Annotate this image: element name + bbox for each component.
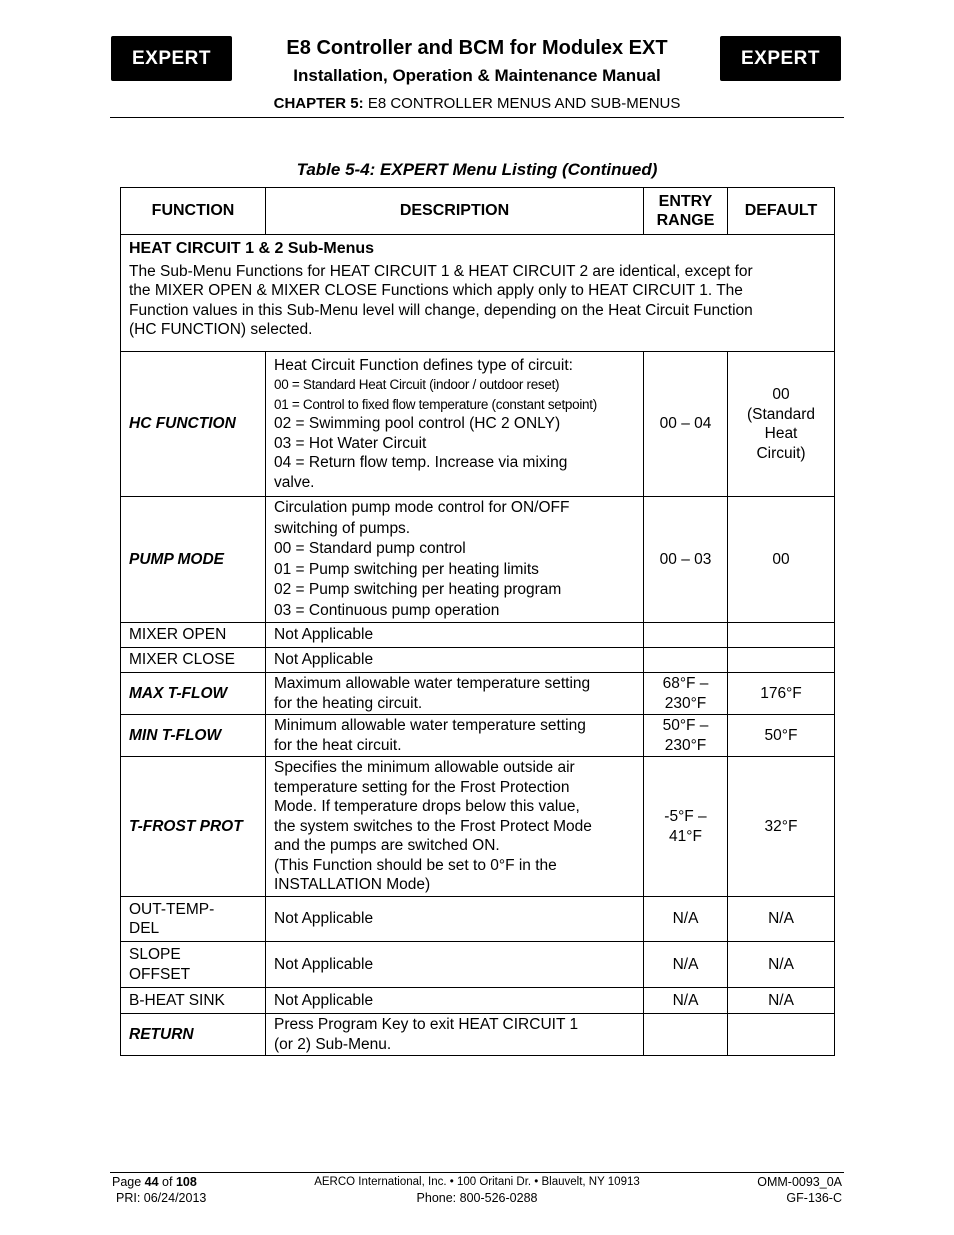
header-description: DESCRIPTION <box>266 188 644 235</box>
description-cell: Not Applicable <box>266 942 644 988</box>
default-cell: 00 (Standard Heat Circuit) <box>728 352 835 497</box>
table-row-slope-offset <box>121 942 835 988</box>
description-cell: Minimum allowable water temperature setting for the heat circuit. <box>266 715 644 757</box>
range-cell: -5°F – 41°F <box>644 757 728 897</box>
function-cell: PUMP MODE <box>121 497 266 623</box>
range-cell: N/A <box>644 942 728 988</box>
chapter-heading <box>0 95 954 112</box>
default-cell: 00 <box>728 497 835 623</box>
document-title: E8 Controller and BCM for Modulex EXT <box>286 37 668 59</box>
page-number: Page 44 of 108 <box>112 1175 197 1189</box>
table-row-return <box>121 1014 835 1056</box>
function-cell: RETURN <box>121 1014 266 1056</box>
chapter-label: CHAPTER 5: <box>273 95 364 112</box>
form-number: GF-136-C <box>786 1191 842 1205</box>
table-row-max-t-flow <box>121 673 835 715</box>
description-cell: Circulation pump mode control for ON/OFF switching of pumps. 00 = Standard pump control 01 = Pump switching per heating limits 02 = Pump switching per heating program 03 = Continuous pump operation <box>266 497 644 623</box>
pri-date: PRI: 06/24/2013 <box>116 1191 207 1205</box>
table-row-hc-function <box>121 352 835 497</box>
chapter-name: E8 CONTROLLER MENUS AND SUB-MENUS <box>367 95 681 112</box>
table-row-b-heat-sink <box>121 988 835 1014</box>
table-row-out-temp-del <box>121 897 835 942</box>
header-default: DEFAULT <box>728 188 835 235</box>
default-cell <box>728 623 835 648</box>
range-cell: N/A <box>644 897 728 942</box>
range-cell <box>644 1014 728 1056</box>
description-cell: Maximum allowable water temperature setting for the heating circuit. <box>266 673 644 715</box>
document-number: OMM-0093_0A <box>757 1175 842 1189</box>
header-function: FUNCTION <box>121 188 266 235</box>
default-cell <box>728 1014 835 1056</box>
range-cell: 00 – 03 <box>644 497 728 623</box>
description-cell: Press Program Key to exit HEAT CIRCUIT 1 (or 2) Sub-Menu. <box>266 1014 644 1056</box>
section-cell <box>121 235 835 352</box>
header-entry-range: ENTRY RANGE <box>644 188 728 235</box>
default-cell: 32°F <box>728 757 835 897</box>
range-cell <box>644 623 728 648</box>
function-cell: MIXER CLOSE <box>121 648 266 673</box>
company-phone: Phone: 800-526-0288 <box>416 1191 538 1205</box>
expert-badge-left: EXPERT <box>111 36 232 81</box>
default-cell: N/A <box>728 988 835 1014</box>
function-cell: MIN T-FLOW <box>121 715 266 757</box>
function-cell: T-FROST PROT <box>121 757 266 897</box>
range-cell: 68°F – 230°F <box>644 673 728 715</box>
expert-badge-right: EXPERT <box>720 36 841 81</box>
company-address: AERCO International, Inc. • 100 Oritani Dr. • Blauvelt, NY 10913 <box>314 1176 640 1188</box>
default-cell <box>728 648 835 673</box>
function-cell: MAX T-FLOW <box>121 673 266 715</box>
table-row-pump-mode <box>121 497 835 623</box>
description-cell: Not Applicable <box>266 623 644 648</box>
section-title: HEAT CIRCUIT 1 & 2 Sub-Menus <box>129 240 375 257</box>
range-cell <box>644 648 728 673</box>
description-cell: Not Applicable <box>266 648 644 673</box>
table-row-t-frost-prot <box>121 757 835 897</box>
range-cell: 00 – 04 <box>644 352 728 497</box>
function-cell: MIXER OPEN <box>121 623 266 648</box>
default-cell: N/A <box>728 897 835 942</box>
header-divider <box>110 117 844 118</box>
function-cell: B-HEAT SINK <box>121 988 266 1014</box>
table-header-row <box>121 188 835 235</box>
range-cell: N/A <box>644 988 728 1014</box>
description-cell: Specifies the minimum allowable outside air temperature setting for the Frost Protection Mode. If temperature drops below this value, the system switches to the Frost Protect Mode and the pumps are switched ON. (This Function should be set to 0°F in the INSTALLATION Mode) <box>266 757 644 897</box>
default-cell: 176°F <box>728 673 835 715</box>
description-cell: Heat Circuit Function defines type of circuit: 00 = Standard Heat Circuit (indoor / outdoor reset) 01 = Control to fixed flow temperature (constant setpoint) 02 = Swimming pool control (HC 2 ONLY) 03 = Hot Water Circuit 04 = Return flow temp. Increase via mixing valve. <box>266 352 644 497</box>
footer-divider <box>110 1172 844 1173</box>
footer-doc-info <box>757 1174 842 1206</box>
description-cell: Not Applicable <box>266 988 644 1014</box>
default-cell: 50°F <box>728 715 835 757</box>
description-cell: Not Applicable <box>266 897 644 942</box>
table-row-mixer-open <box>121 623 835 648</box>
function-cell: SLOPE OFFSET <box>121 942 266 988</box>
function-cell: OUT-TEMP- DEL <box>121 897 266 942</box>
document-subtitle: Installation, Operation & Maintenance Manual <box>293 66 661 85</box>
table-row-mixer-close <box>121 648 835 673</box>
expert-menu-table <box>120 187 835 1056</box>
table-row-min-t-flow <box>121 715 835 757</box>
section-row <box>121 235 835 352</box>
table-caption: Table 5-4: EXPERT Menu Listing (Continued) <box>296 160 658 179</box>
default-cell: N/A <box>728 942 835 988</box>
section-text: The Sub-Menu Functions for HEAT CIRCUIT 1 & HEAT CIRCUIT 2 are identical, except for the MIXER OPEN & MIXER CLOSE Functions which apply only to HEAT CIRCUIT 1. The Function values in this Sub-Menu level will change, depending on the Heat Circuit Function (HC FUNCTION) selected. <box>129 262 753 338</box>
range-cell: 50°F – 230°F <box>644 715 728 757</box>
function-cell: HC FUNCTION <box>121 352 266 497</box>
